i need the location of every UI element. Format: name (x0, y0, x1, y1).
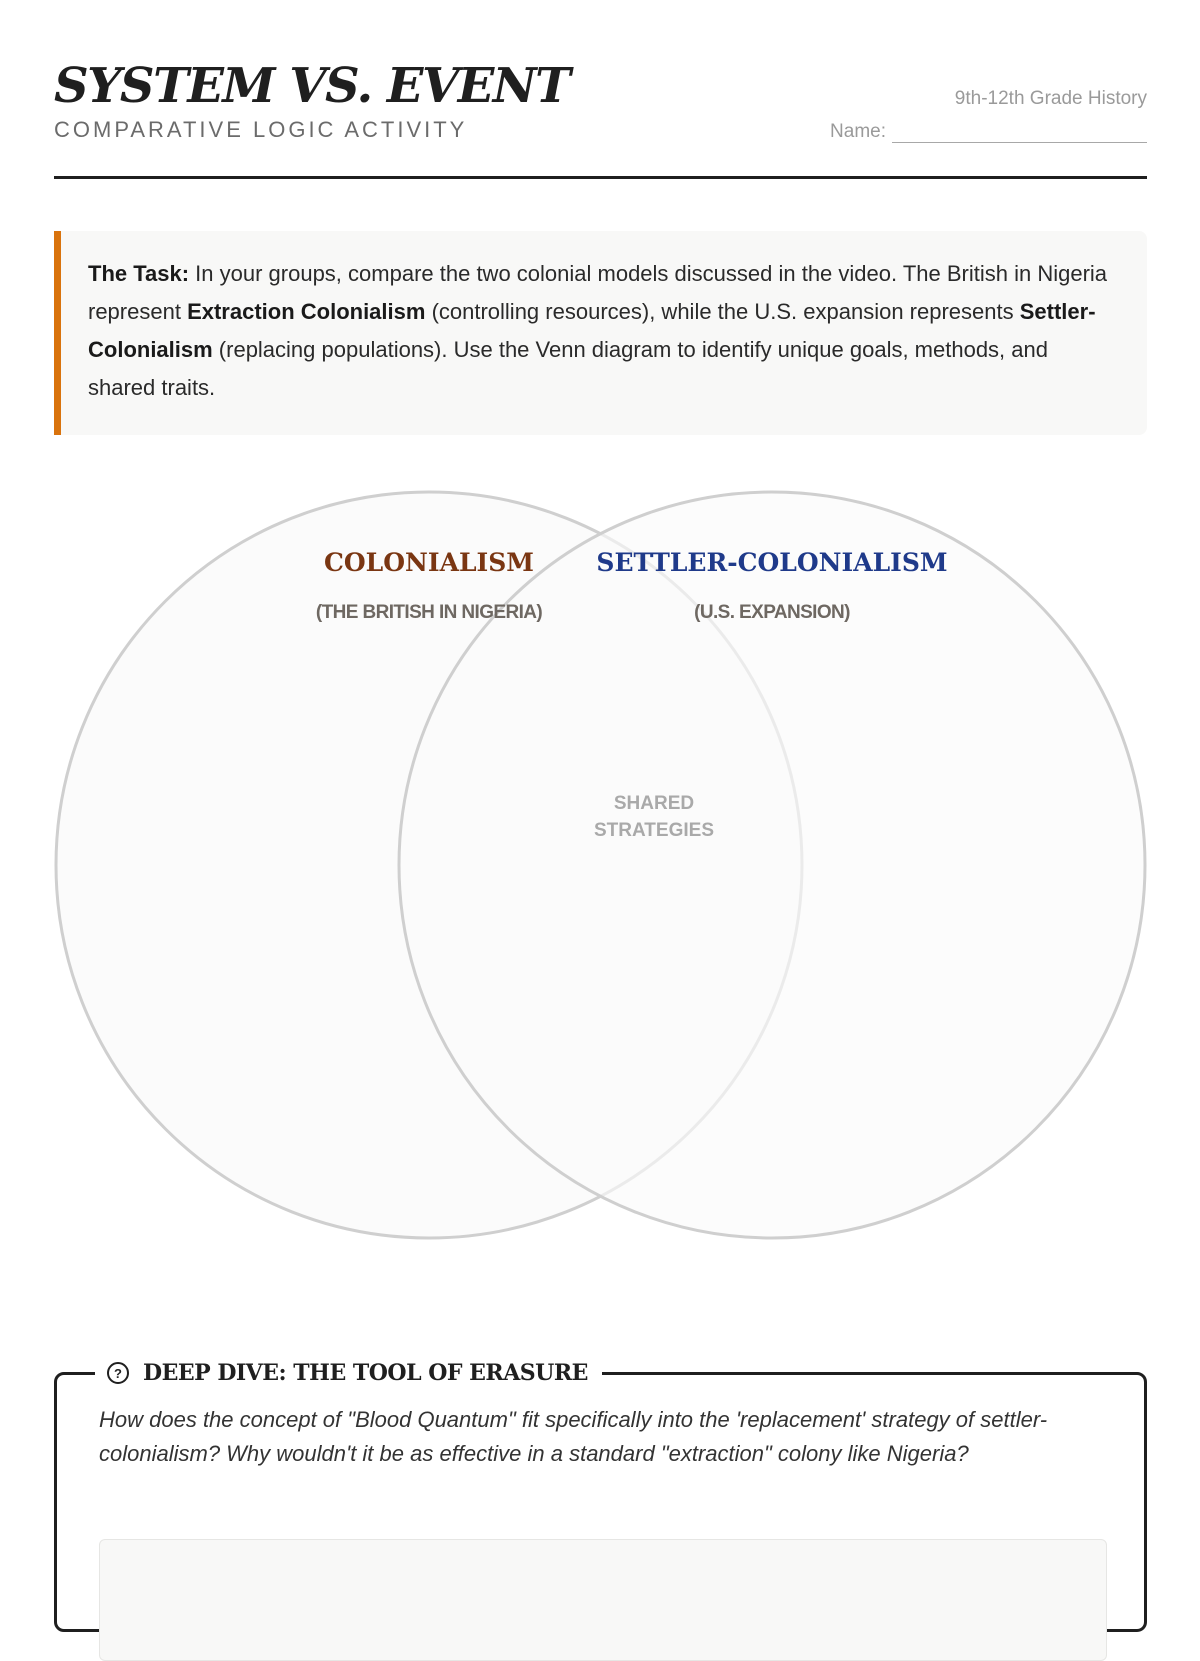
grade-level: 9th-12th Grade History (954, 88, 1147, 109)
task-instructions (54, 231, 1147, 435)
page-title: SYSTEM VS. EVENT (54, 58, 570, 114)
settler-colonialism-subtitle: (U.S. EXPANSION) (694, 602, 850, 623)
deep-dive-heading (95, 1358, 602, 1388)
deep-dive-question: How does the concept of "Blood Quantum" fit specifically into the 'replacement' strategy of settler-colonialism? Why wouldn't it be as effective in a standard "extraction" colony like Nigeria? (99, 1407, 1048, 1466)
venn-diagram (0, 480, 1200, 1260)
settler-colonialism-title: SETTLER-COLONIALISM (596, 548, 948, 577)
venn-circles (0, 480, 1200, 1260)
task-term-extraction: Extraction Colonialism (187, 299, 426, 324)
task-term-settler: Settler-Colonialism (88, 299, 1096, 362)
task-lead: The Task: (88, 261, 190, 286)
question-circle-icon: ? (107, 1362, 129, 1384)
colonialism-title: COLONIALISM (324, 548, 534, 577)
shared-strategies-label (594, 790, 714, 844)
deep-dive-section (54, 1360, 1147, 1632)
shared-label-line-1: SHARED (613, 793, 695, 814)
name-field[interactable] (830, 121, 1147, 143)
deep-dive-title: DEEP DIVE: THE TOOL OF ERASURE (143, 1360, 588, 1386)
page-subtitle: COMPARATIVE LOGIC ACTIVITY (54, 117, 468, 142)
task-text-1: In your groups, compare the two colonial models discussed in the video. The British in Nigeria represent (88, 261, 1108, 324)
name-blank-line[interactable] (892, 124, 1147, 143)
name-label: Name: (830, 121, 886, 142)
task-text-3: (replacing populations). Use the Venn diagram to identify unique goals, methods, and shared traits. (88, 337, 1048, 400)
page-header (54, 54, 1147, 179)
shared-label-line-2: STRATEGIES (594, 820, 714, 841)
colonialism-subtitle: (THE BRITISH IN NIGERIA) (315, 602, 543, 623)
answer-area[interactable] (99, 1539, 1107, 1661)
task-text-2: (controlling resources), while the U.S. expansion represents (425, 299, 1020, 324)
